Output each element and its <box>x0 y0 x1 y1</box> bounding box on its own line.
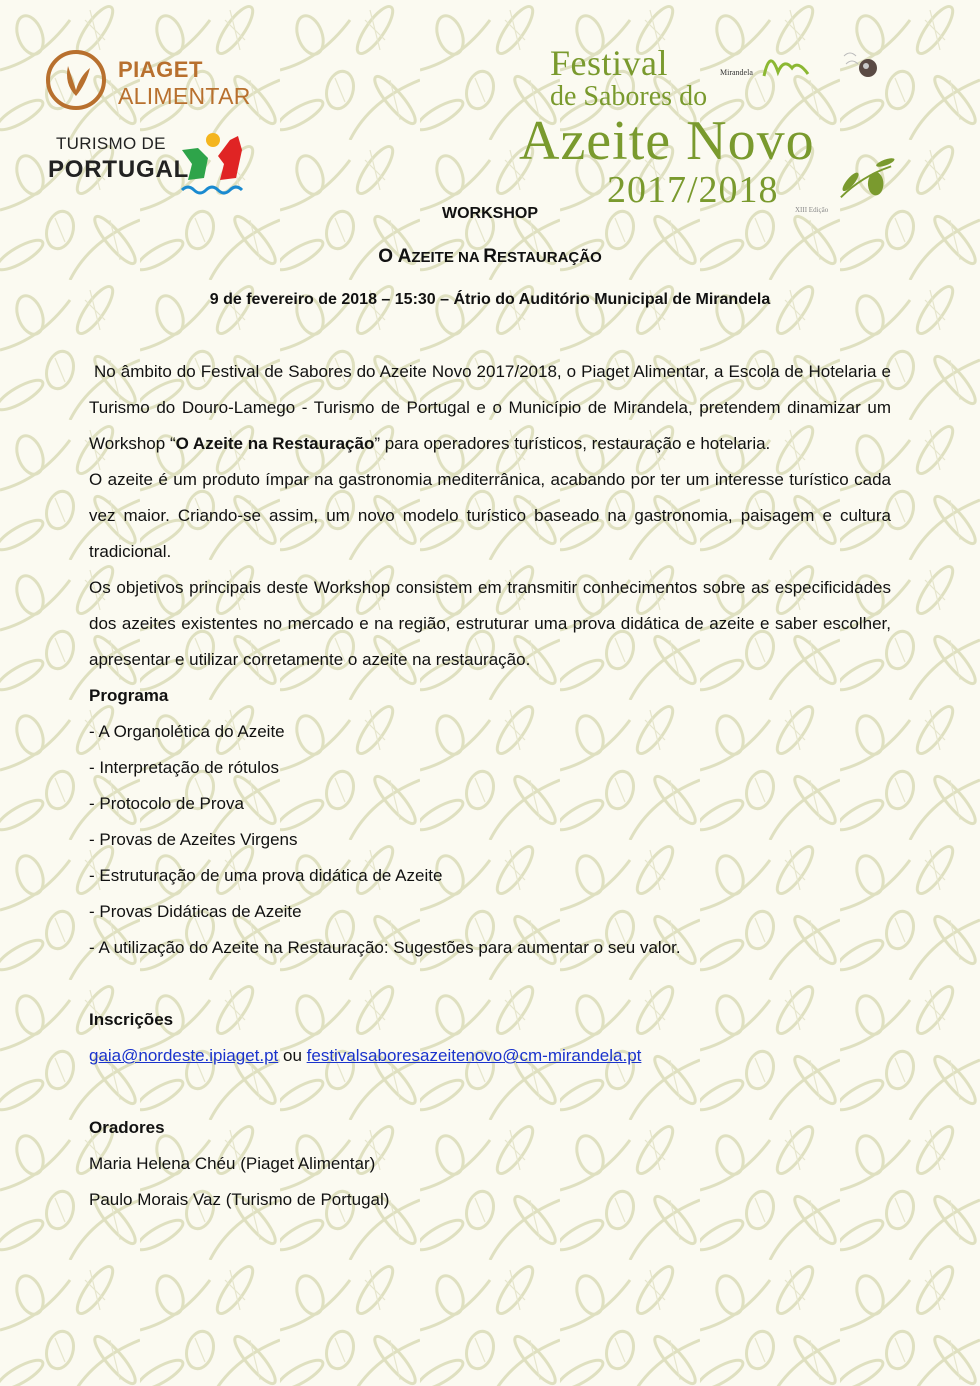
festival-edition: XIII Edição <box>795 206 829 214</box>
title-part: R <box>483 246 498 267</box>
festival-azeite-novo-logo <box>515 40 895 215</box>
email-link-mirandela[interactable]: festivalsaboresazeitenovo@cm-mirandela.pt <box>306 1046 642 1065</box>
workshop-label: WORKSHOP <box>442 205 538 222</box>
intro-bold-title: O Azeite na Restauração <box>175 434 375 453</box>
email-separator: ou <box>278 1046 307 1065</box>
turismo-line1: TURISMO DE <box>56 134 166 153</box>
mirandela-name: Mirandela <box>720 68 753 77</box>
piaget-subtitle: ALIMENTAR <box>118 83 251 109</box>
festival-title-line1: Festival <box>550 43 668 83</box>
festival-year: 2017/2018 <box>607 169 779 211</box>
email-link-piaget[interactable]: gaia@nordeste.ipiaget.pt <box>89 1046 279 1065</box>
portugal-figure-icon <box>178 130 248 196</box>
mirandela-logo <box>720 48 815 82</box>
olive-branch-icon <box>837 152 895 202</box>
spacer <box>89 966 891 1002</box>
programa-item: - Protocolo de Prova <box>89 794 244 813</box>
oradores-heading: Oradores <box>89 1118 165 1137</box>
event-date-location: 9 de fevereiro de 2018 – 15:30 – Átrio do Auditório Municipal de Mirandela <box>209 291 771 308</box>
workshop-title <box>0 245 980 270</box>
speaker: Maria Helena Chéu (Piaget Alimentar) <box>89 1154 376 1173</box>
piaget-alimentar-logo <box>46 50 256 112</box>
programa-heading: Programa <box>89 686 169 705</box>
turismo-de-portugal-logo <box>48 130 248 196</box>
turismo-line2: PORTUGAL <box>48 156 190 183</box>
title-part: ESTAURAÇÃO <box>497 249 602 266</box>
programa-item: - Provas Didáticas de Azeite <box>89 902 302 921</box>
document-body <box>89 354 891 1218</box>
paragraph: Os objetivos principais deste Workshop consistem em transmitir conhecimentos sobre as especificidades dos azeites existentes no mercado e na região, estruturar uma prova didática de azeite e saber escolher, apresentar e utilizar corretamente o azeite na restauração. <box>89 578 891 669</box>
spacer <box>89 1074 891 1110</box>
programa-item: - A Organolética do Azeite <box>89 722 285 741</box>
festival-title-line2: de Sabores do <box>550 81 708 112</box>
title-part: O A <box>378 246 412 267</box>
programa-item: - A utilização do Azeite na Restauração: Sugestões para aumentar o seu valor. <box>89 938 681 957</box>
intro-text-1: No âmbito do Festival de Sabores do Azeite Novo 2017/2018, o Piaget Alimentar, a Escola de Hotelaria e Turismo do Douro-Lamego - Turismo de Portugal e o Município de Mirandela, pretendem dinamizar um Workshop “ <box>89 362 891 453</box>
programa-list <box>89 714 891 966</box>
piaget-name: PIAGET <box>118 57 203 82</box>
programa-item: - Provas de Azeites Virgens <box>89 830 298 849</box>
festival-title-line3: Azeite Novo <box>519 110 815 172</box>
programa-item: - Interpretação de rótulos <box>89 758 279 777</box>
inscricoes-heading: Inscrições <box>89 1010 174 1029</box>
title-part: ZEITE NA <box>411 249 484 266</box>
piaget-leaf-icon <box>46 50 106 110</box>
intro-paragraph <box>89 354 891 462</box>
inscricoes-contacts <box>89 1038 891 1074</box>
terra-quente-seal-icon <box>840 46 880 86</box>
intro-text-2: ” para operadores turísticos, restauração e hotelaria. <box>374 434 771 453</box>
paragraph: O azeite é um produto ímpar na gastronomia mediterrânica, acabando por ter um interesse turístico cada vez maior. Criando-se assim, um novo modelo turístico baseado na gastronomia, paisagem e cultura tradicional. <box>89 470 891 561</box>
programa-item: - Estruturação de uma prova didática de Azeite <box>89 866 443 885</box>
speaker: Paulo Morais Vaz (Turismo de Portugal) <box>89 1190 390 1209</box>
